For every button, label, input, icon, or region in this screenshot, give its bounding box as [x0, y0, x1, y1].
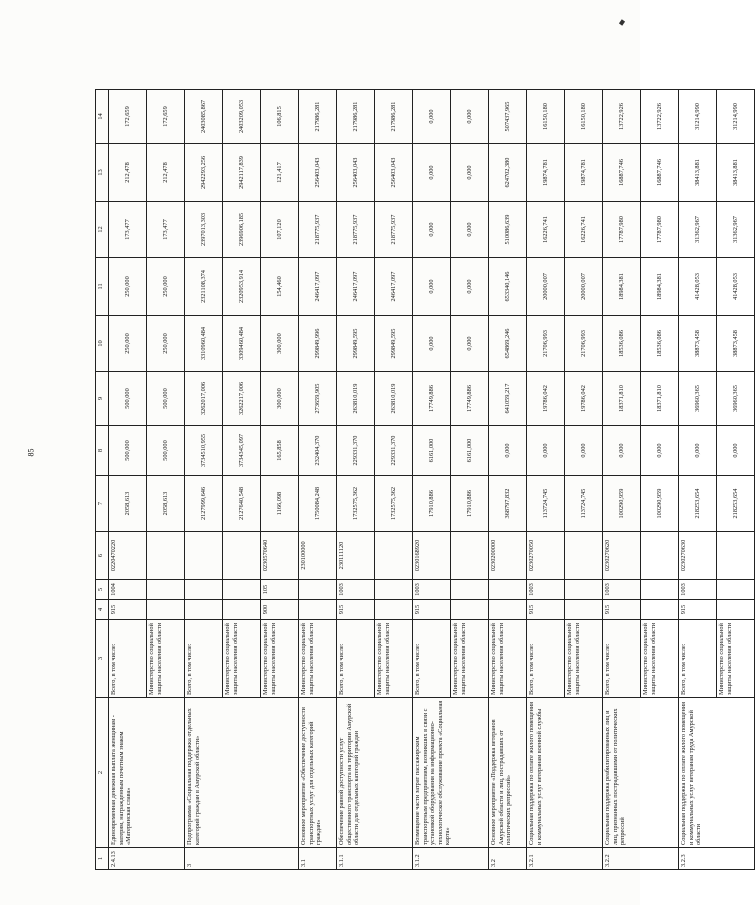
- value-cell: 1004: [109, 580, 147, 600]
- scan-mark: [619, 19, 625, 25]
- value-cell: 17749,886: [451, 372, 489, 426]
- value-cell: 17787,980: [603, 202, 641, 258]
- value-cell: 230100000: [299, 532, 337, 580]
- value-cell: 105: [261, 580, 299, 600]
- executor-cell: Министерство социальной защиты населения области: [641, 620, 679, 698]
- value-cell: [489, 600, 527, 620]
- value-cell: 113724,745: [565, 476, 603, 532]
- executor-cell: Всего, в том числе:: [527, 620, 565, 698]
- header-cell: 6: [96, 532, 109, 580]
- value-cell: [299, 600, 337, 620]
- value-cell: 16150,180: [527, 90, 565, 144]
- header-cell: 2: [96, 698, 109, 848]
- value-cell: 173,477: [109, 202, 147, 258]
- value-cell: 229331,370: [337, 426, 375, 476]
- value-cell: 263810,019: [337, 372, 375, 426]
- value-cell: 21706,993: [565, 316, 603, 372]
- value-cell: [451, 532, 489, 580]
- value-cell: [565, 600, 603, 620]
- value-cell: 31214,990: [679, 90, 717, 144]
- value-cell: 0,000: [413, 90, 451, 144]
- value-cell: 218775,937: [299, 202, 337, 258]
- value-cell: 16226,741: [565, 202, 603, 258]
- value-cell: 0,000: [641, 426, 679, 476]
- value-cell: 299849,996: [299, 316, 337, 372]
- header-cell: 12: [96, 202, 109, 258]
- value-cell: 18984,381: [641, 258, 679, 316]
- value-cell: 17910,886: [413, 476, 451, 532]
- value-cell: 915: [337, 600, 375, 620]
- value-cell: 3734345,097: [223, 426, 261, 476]
- value-cell: 18536,086: [641, 316, 679, 372]
- value-cell: 31362,967: [717, 202, 755, 258]
- value-cell: 299849,595: [375, 316, 413, 372]
- header-cell: 11: [96, 258, 109, 316]
- row-title-cell: Социальная поддержка по оплате жилого помещения и коммунальных услуг ветеранам военной службы: [527, 698, 603, 848]
- value-cell: 13722,926: [641, 90, 679, 144]
- value-cell: 2397013,303: [185, 202, 223, 258]
- row-number-cell: 2.4.13: [109, 848, 185, 870]
- value-cell: 2942117,839: [223, 144, 261, 202]
- header-cell: 4: [96, 600, 109, 620]
- executor-cell: Министерство социальной защиты населения области: [717, 620, 755, 698]
- value-cell: 246417,097: [337, 258, 375, 316]
- value-cell: 0,000: [451, 90, 489, 144]
- value-cell: 107,120: [261, 202, 299, 258]
- value-cell: 19786,042: [527, 372, 565, 426]
- value-cell: 1003: [413, 580, 451, 600]
- value-cell: 154,460: [261, 258, 299, 316]
- table-row: [413, 90, 451, 870]
- value-cell: 1750084,248: [299, 476, 337, 532]
- value-cell: 0,000: [413, 144, 451, 202]
- value-cell: 1732575,362: [337, 476, 375, 532]
- value-cell: [717, 532, 755, 580]
- value-cell: [375, 532, 413, 580]
- value-cell: 273659,905: [299, 372, 337, 426]
- executor-cell: Всего, в том числе:: [185, 620, 223, 698]
- table-row: [299, 90, 337, 870]
- value-cell: [717, 580, 755, 600]
- header-cell: 13: [96, 144, 109, 202]
- value-cell: 0,000: [413, 316, 451, 372]
- executor-cell: Всего, в том числе:: [603, 620, 641, 698]
- row-number-cell: 3.2.3: [679, 848, 755, 870]
- value-cell: 165,858: [261, 426, 299, 476]
- row-title-cell: Социальная поддержка по оплате жилого помещения и коммунальных услуг ветеранам труда Амурской области: [679, 698, 755, 848]
- value-cell: [185, 600, 223, 620]
- value-cell: 2058,613: [109, 476, 147, 532]
- value-cell: 3262217,006: [223, 372, 261, 426]
- value-cell: 41428,053: [679, 258, 717, 316]
- value-cell: 218775,937: [337, 202, 375, 258]
- value-cell: [451, 580, 489, 600]
- value-cell: 0,000: [413, 258, 451, 316]
- row-title-cell: Социальная поддержка реабилитированных лиц и лиц, признанных пострадавшими от политических репрессий: [603, 698, 679, 848]
- value-cell: 230111120: [337, 532, 375, 580]
- value-cell: 2403085,867: [185, 90, 223, 144]
- value-cell: 500,000: [109, 372, 147, 426]
- value-cell: 41428,053: [717, 258, 755, 316]
- table-row: [603, 90, 641, 870]
- value-cell: 915: [109, 600, 147, 620]
- value-cell: 172,659: [109, 90, 147, 144]
- value-cell: 300,000: [261, 372, 299, 426]
- value-cell: 2127640,548: [223, 476, 261, 532]
- value-cell: 217986,281: [337, 90, 375, 144]
- value-cell: 915: [527, 600, 565, 620]
- value-cell: 100290,959: [641, 476, 679, 532]
- header-cell: 9: [96, 372, 109, 426]
- value-cell: 2403209,053: [223, 90, 261, 144]
- value-cell: 31214,990: [717, 90, 755, 144]
- executor-cell: Всего, в том числе:: [413, 620, 451, 698]
- table-row: [489, 90, 527, 870]
- value-cell: 368797,832: [489, 476, 527, 532]
- executor-cell: Министерство социальной защиты населения области: [147, 620, 185, 698]
- executor-cell: Министерство социальной защиты населения области: [375, 620, 413, 698]
- value-cell: 510086,639: [489, 202, 527, 258]
- value-cell: 1003: [337, 580, 375, 600]
- value-cell: 624702,380: [489, 144, 527, 202]
- value-cell: 654869,246: [489, 316, 527, 372]
- value-cell: 0,000: [679, 426, 717, 476]
- value-cell: 212,478: [109, 144, 147, 202]
- value-cell: 915: [603, 600, 641, 620]
- executor-cell: Всего, в том числе:: [679, 620, 717, 698]
- value-cell: 20000,007: [565, 258, 603, 316]
- value-cell: 500,000: [147, 426, 185, 476]
- header-cell: 5: [96, 580, 109, 600]
- table-body: [96, 90, 755, 870]
- value-cell: 1166,098: [261, 476, 299, 532]
- value-cell: [565, 580, 603, 600]
- value-cell: 218775,937: [375, 202, 413, 258]
- value-cell: 19874,781: [565, 144, 603, 202]
- header-cell: 1: [96, 848, 109, 870]
- executor-cell: Всего, в том числе:: [337, 620, 375, 698]
- value-cell: 16150,180: [565, 90, 603, 144]
- value-cell: 36960,365: [679, 372, 717, 426]
- value-cell: 18984,381: [603, 258, 641, 316]
- value-cell: 36960,365: [717, 372, 755, 426]
- value-cell: [223, 532, 261, 580]
- value-cell: [717, 600, 755, 620]
- value-cell: 1003: [603, 580, 641, 600]
- value-cell: 0,000: [527, 426, 565, 476]
- row-number-cell: 3: [185, 848, 299, 870]
- row-title-cell: Основное мероприятие «Поддержка ветеранов Амурской области и лиц, пострадавших от политических репрессий»: [489, 698, 527, 848]
- row-number-cell: 3.1: [299, 848, 337, 870]
- row-number-cell: 3.1.1: [337, 848, 413, 870]
- value-cell: 38413,881: [717, 144, 755, 202]
- value-cell: 0,000: [603, 426, 641, 476]
- value-cell: 0,000: [413, 202, 451, 258]
- value-cell: 0230168920: [413, 532, 451, 580]
- value-cell: 0,000: [717, 426, 755, 476]
- value-cell: 173,477: [147, 202, 185, 258]
- table-row: [527, 90, 565, 870]
- row-title-cell: Подпрограмма «Социальная поддержка отдельных категорий граждан в Амурской области»: [185, 698, 299, 848]
- value-cell: 3262017,006: [185, 372, 223, 426]
- value-cell: [565, 532, 603, 580]
- value-cell: 31362,967: [679, 202, 717, 258]
- value-cell: 246417,097: [375, 258, 413, 316]
- table-row: [109, 90, 147, 870]
- row-number-cell: 3.2.1: [527, 848, 603, 870]
- value-cell: 915: [413, 600, 451, 620]
- value-cell: 0,000: [565, 426, 603, 476]
- row-title-cell: Возмещение части затрат пассажирским транспортным предприятиям, возникших в связи с установкой оборудования на информационно-технологическое обслуживание проекта «Социальная карта»: [413, 698, 489, 848]
- value-cell: 16226,741: [527, 202, 565, 258]
- value-cell: 218253,654: [679, 476, 717, 532]
- value-cell: 250,000: [109, 258, 147, 316]
- value-cell: 100290,959: [603, 476, 641, 532]
- value-cell: 16887,746: [641, 144, 679, 202]
- value-cell: [375, 600, 413, 620]
- value-cell: 0230270050: [527, 532, 565, 580]
- value-cell: 500,000: [147, 372, 185, 426]
- value-cell: 18536,086: [603, 316, 641, 372]
- value-cell: 17910,886: [451, 476, 489, 532]
- value-cell: 0230570640: [261, 532, 299, 580]
- value-cell: 0220470220: [109, 532, 147, 580]
- value-cell: 172,659: [147, 90, 185, 144]
- value-cell: 1003: [679, 580, 717, 600]
- value-cell: 3734510,955: [185, 426, 223, 476]
- value-cell: 915: [679, 600, 717, 620]
- row-title-cell: Основное мероприятие «Обеспечение доступности транспортных услуг для отдельных категорий граждан»: [299, 698, 337, 848]
- header-cell: 14: [96, 90, 109, 144]
- value-cell: [185, 532, 223, 580]
- value-cell: 3309460,484: [223, 316, 261, 372]
- value-cell: [147, 600, 185, 620]
- value-cell: 232404,370: [299, 426, 337, 476]
- value-cell: 263810,019: [375, 372, 413, 426]
- value-cell: 19874,781: [527, 144, 565, 202]
- value-cell: 218253,654: [717, 476, 755, 532]
- value-cell: 250,000: [147, 258, 185, 316]
- value-cell: 13722,926: [603, 90, 641, 144]
- executor-cell: Министерство социальной защиты населения области: [299, 620, 337, 698]
- value-cell: 300,000: [261, 316, 299, 372]
- header-cell: 10: [96, 316, 109, 372]
- value-cell: 0,000: [489, 426, 527, 476]
- value-cell: [641, 580, 679, 600]
- value-cell: 500,000: [109, 426, 147, 476]
- value-cell: 246417,097: [299, 258, 337, 316]
- value-cell: 1003: [527, 580, 565, 600]
- header-cell: 8: [96, 426, 109, 476]
- value-cell: 641059,217: [489, 372, 527, 426]
- value-cell: [375, 580, 413, 600]
- value-cell: [489, 580, 527, 600]
- table-row: [185, 90, 223, 870]
- value-cell: 19786,042: [565, 372, 603, 426]
- row-title-cell: Единовременная денежная выплата женщинам - матерям, награжденным почетным знаком «Материнская слава»: [109, 698, 185, 848]
- budget-table: [95, 89, 755, 870]
- value-cell: 299849,595: [337, 316, 375, 372]
- row-number-cell: 3.2: [489, 848, 527, 870]
- value-cell: 250,000: [109, 316, 147, 372]
- value-cell: 2320953,914: [223, 258, 261, 316]
- value-cell: 256403,043: [337, 144, 375, 202]
- executor-cell: Министерство социальной защиты населения области: [223, 620, 261, 698]
- value-cell: 0230270620: [603, 532, 641, 580]
- value-cell: 16887,746: [603, 144, 641, 202]
- value-cell: 18371,810: [603, 372, 641, 426]
- value-cell: 17787,980: [641, 202, 679, 258]
- value-cell: 121,417: [261, 144, 299, 202]
- value-cell: 0,000: [451, 316, 489, 372]
- value-cell: 229331,370: [375, 426, 413, 476]
- value-cell: 106,815: [261, 90, 299, 144]
- value-cell: 18371,810: [641, 372, 679, 426]
- budget-table-rotated: [95, 90, 739, 870]
- executor-cell: Министерство социальной защиты населения области: [489, 620, 527, 698]
- value-cell: [223, 600, 261, 620]
- header-cell: 7: [96, 476, 109, 532]
- header-cell: 3: [96, 620, 109, 698]
- value-cell: 653340,146: [489, 258, 527, 316]
- value-cell: 0,000: [451, 144, 489, 202]
- value-cell: [147, 580, 185, 600]
- value-cell: 3310960,484: [185, 316, 223, 372]
- value-cell: 2321108,374: [185, 258, 223, 316]
- value-cell: 38413,881: [679, 144, 717, 202]
- value-cell: [641, 532, 679, 580]
- value-cell: 0,000: [451, 202, 489, 258]
- value-cell: 2127999,646: [185, 476, 223, 532]
- value-cell: [147, 532, 185, 580]
- value-cell: 1732575,362: [375, 476, 413, 532]
- value-cell: 250,000: [147, 316, 185, 372]
- value-cell: 256403,043: [375, 144, 413, 202]
- header-row: [96, 90, 109, 870]
- value-cell: 2058,613: [147, 476, 185, 532]
- value-cell: 21706,993: [527, 316, 565, 372]
- executor-cell: Министерство социальной защиты населения области: [565, 620, 603, 698]
- row-title-cell: Обеспечение равной доступности услуг общественного транспорта на территории Амурской области для отдельных категорий граждан: [337, 698, 413, 848]
- value-cell: 17749,886: [413, 372, 451, 426]
- value-cell: 20000,007: [527, 258, 565, 316]
- page-number: 85: [26, 448, 36, 457]
- value-cell: 2396906,185: [223, 202, 261, 258]
- value-cell: 2942293,256: [185, 144, 223, 202]
- value-cell: [641, 600, 679, 620]
- table-row: [337, 90, 375, 870]
- value-cell: 217986,281: [299, 90, 337, 144]
- row-number-cell: 3.1.2: [413, 848, 489, 870]
- value-cell: [223, 580, 261, 600]
- value-cell: 0230200000: [489, 532, 527, 580]
- value-cell: 38873,458: [679, 316, 717, 372]
- value-cell: 217986,281: [375, 90, 413, 144]
- value-cell: 6161,000: [451, 426, 489, 476]
- value-cell: [185, 580, 223, 600]
- value-cell: 507437,965: [489, 90, 527, 144]
- executor-cell: Всего, в том числе:: [109, 620, 147, 698]
- value-cell: [299, 580, 337, 600]
- value-cell: 212,478: [147, 144, 185, 202]
- value-cell: 0230270630: [679, 532, 717, 580]
- row-number-cell: 3.2.2: [603, 848, 679, 870]
- value-cell: 900: [261, 600, 299, 620]
- value-cell: [451, 600, 489, 620]
- value-cell: 38873,458: [717, 316, 755, 372]
- value-cell: 0,000: [451, 258, 489, 316]
- table-row: [679, 90, 717, 870]
- value-cell: 256403,043: [299, 144, 337, 202]
- executor-cell: Министерство социальной защиты населения области: [261, 620, 299, 698]
- executor-cell: Министерство социальной защиты населения области: [451, 620, 489, 698]
- value-cell: 6161,000: [413, 426, 451, 476]
- value-cell: 113724,745: [527, 476, 565, 532]
